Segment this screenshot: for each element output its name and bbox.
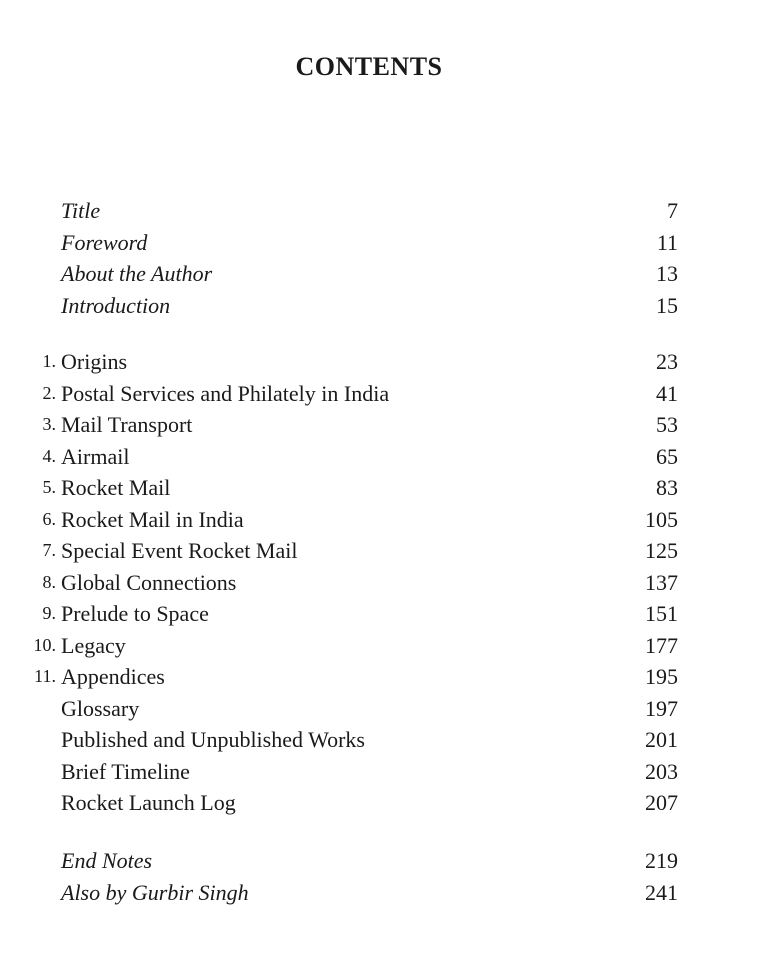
toc-entry-page: 241: [645, 879, 678, 905]
toc-entry-label: Special Event Rocket Mail: [61, 538, 298, 563]
back-matter-list: [0, 845, 768, 908]
toc-entry-label: Introduction: [61, 292, 171, 318]
chapter-number: 6.: [42, 508, 56, 529]
toc-entry-label: About the Author: [61, 261, 213, 286]
toc-entry-label: End Notes: [61, 848, 153, 873]
chapter-number: 10.: [33, 634, 56, 655]
toc-entry-appendix: [0, 787, 768, 819]
toc-entry-chapter: [0, 472, 768, 504]
toc-entry-chapter: [0, 504, 768, 536]
toc-entry-appendix: [0, 756, 768, 788]
toc-entry-label: Appendices: [61, 664, 165, 689]
toc-entry-end-notes: [0, 845, 768, 877]
chapter-number: 1.: [42, 351, 56, 371]
chapter-number: 5.: [42, 477, 56, 497]
toc-entry-label: Global Connections: [61, 569, 237, 595]
chapter-list: [0, 346, 768, 819]
chapter-number: 9.: [42, 603, 56, 623]
toc-entry-label: Foreword: [61, 229, 148, 255]
toc-entry-label: Origins: [61, 349, 127, 374]
toc-entry-page: 203: [645, 758, 678, 784]
toc-entry-page: 7: [667, 198, 678, 223]
toc-entry-page: 207: [645, 790, 678, 815]
chapter-number: 2.: [42, 382, 56, 403]
toc-entry-label: Mail Transport: [61, 412, 193, 437]
toc-entry-chapter: [0, 378, 768, 410]
toc-entry-chapter: [0, 630, 768, 662]
toc-entry-chapter: [0, 409, 768, 441]
toc-entry-page: 53: [656, 412, 678, 437]
toc-entry-page: 201: [645, 727, 678, 752]
toc-entry-label: Postal Services and Philately in India: [61, 380, 390, 406]
toc-entry-label: Airmail: [61, 443, 130, 469]
toc-entry-page: 13: [656, 261, 678, 286]
toc-entry-label: Also by Gurbir Singh: [61, 879, 249, 905]
toc-entry-page: 137: [645, 569, 678, 595]
toc-entry-label: Legacy: [61, 632, 126, 658]
page-title: CONTENTS: [295, 52, 443, 81]
toc-entry-page: 105: [645, 506, 678, 532]
toc-entry-chapter: [0, 346, 768, 378]
toc-entry-label: Rocket Mail in India: [61, 506, 244, 532]
toc-entry-title: [0, 195, 768, 227]
chapter-number: 7.: [42, 540, 56, 560]
toc-entry-chapter: [0, 661, 768, 693]
chapter-number: 3.: [42, 414, 56, 434]
toc-entry-label: Rocket Mail: [61, 475, 171, 500]
toc-entry-page: 195: [645, 664, 678, 689]
toc-entry-also-by: [0, 877, 768, 909]
toc-entry-introduction: [0, 290, 768, 322]
toc-entry-chapter: [0, 535, 768, 567]
toc-entry-chapter: [0, 441, 768, 473]
toc-entry-chapter: [0, 598, 768, 630]
toc-entry-label: Published and Unpublished Works: [61, 727, 365, 752]
toc-entry-chapter: [0, 567, 768, 599]
toc-entry-label: Prelude to Space: [61, 601, 209, 626]
chapter-number: 4.: [42, 445, 56, 466]
front-matter-list: [0, 195, 768, 321]
toc-entry-appendix: [0, 724, 768, 756]
toc-entry-page: 177: [645, 632, 678, 658]
toc-entry-page: 65: [656, 443, 678, 469]
toc-entry-page: 219: [645, 848, 678, 873]
toc-entry-page: 197: [645, 695, 678, 721]
toc-entry-page: 23: [656, 349, 678, 374]
toc-entry-page: 83: [656, 475, 678, 500]
toc-entry-label: Glossary: [61, 695, 140, 721]
chapter-number: 11.: [34, 666, 56, 686]
toc-entry-label: Rocket Launch Log: [61, 790, 236, 815]
toc-entry-page: 11: [656, 229, 678, 255]
toc-entry-foreword: [0, 227, 768, 259]
toc-entry-appendix: [0, 693, 768, 725]
toc-entry-page: 125: [645, 538, 678, 563]
toc-entry-label: Brief Timeline: [61, 758, 190, 784]
chapter-number: 8.: [42, 571, 56, 592]
toc-entry-about-the-author: [0, 258, 768, 290]
toc-entry-page: 151: [645, 601, 678, 626]
toc-entry-page: 15: [656, 292, 678, 318]
toc-entry-page: 41: [656, 380, 678, 406]
toc-entry-label: Title: [61, 198, 101, 223]
